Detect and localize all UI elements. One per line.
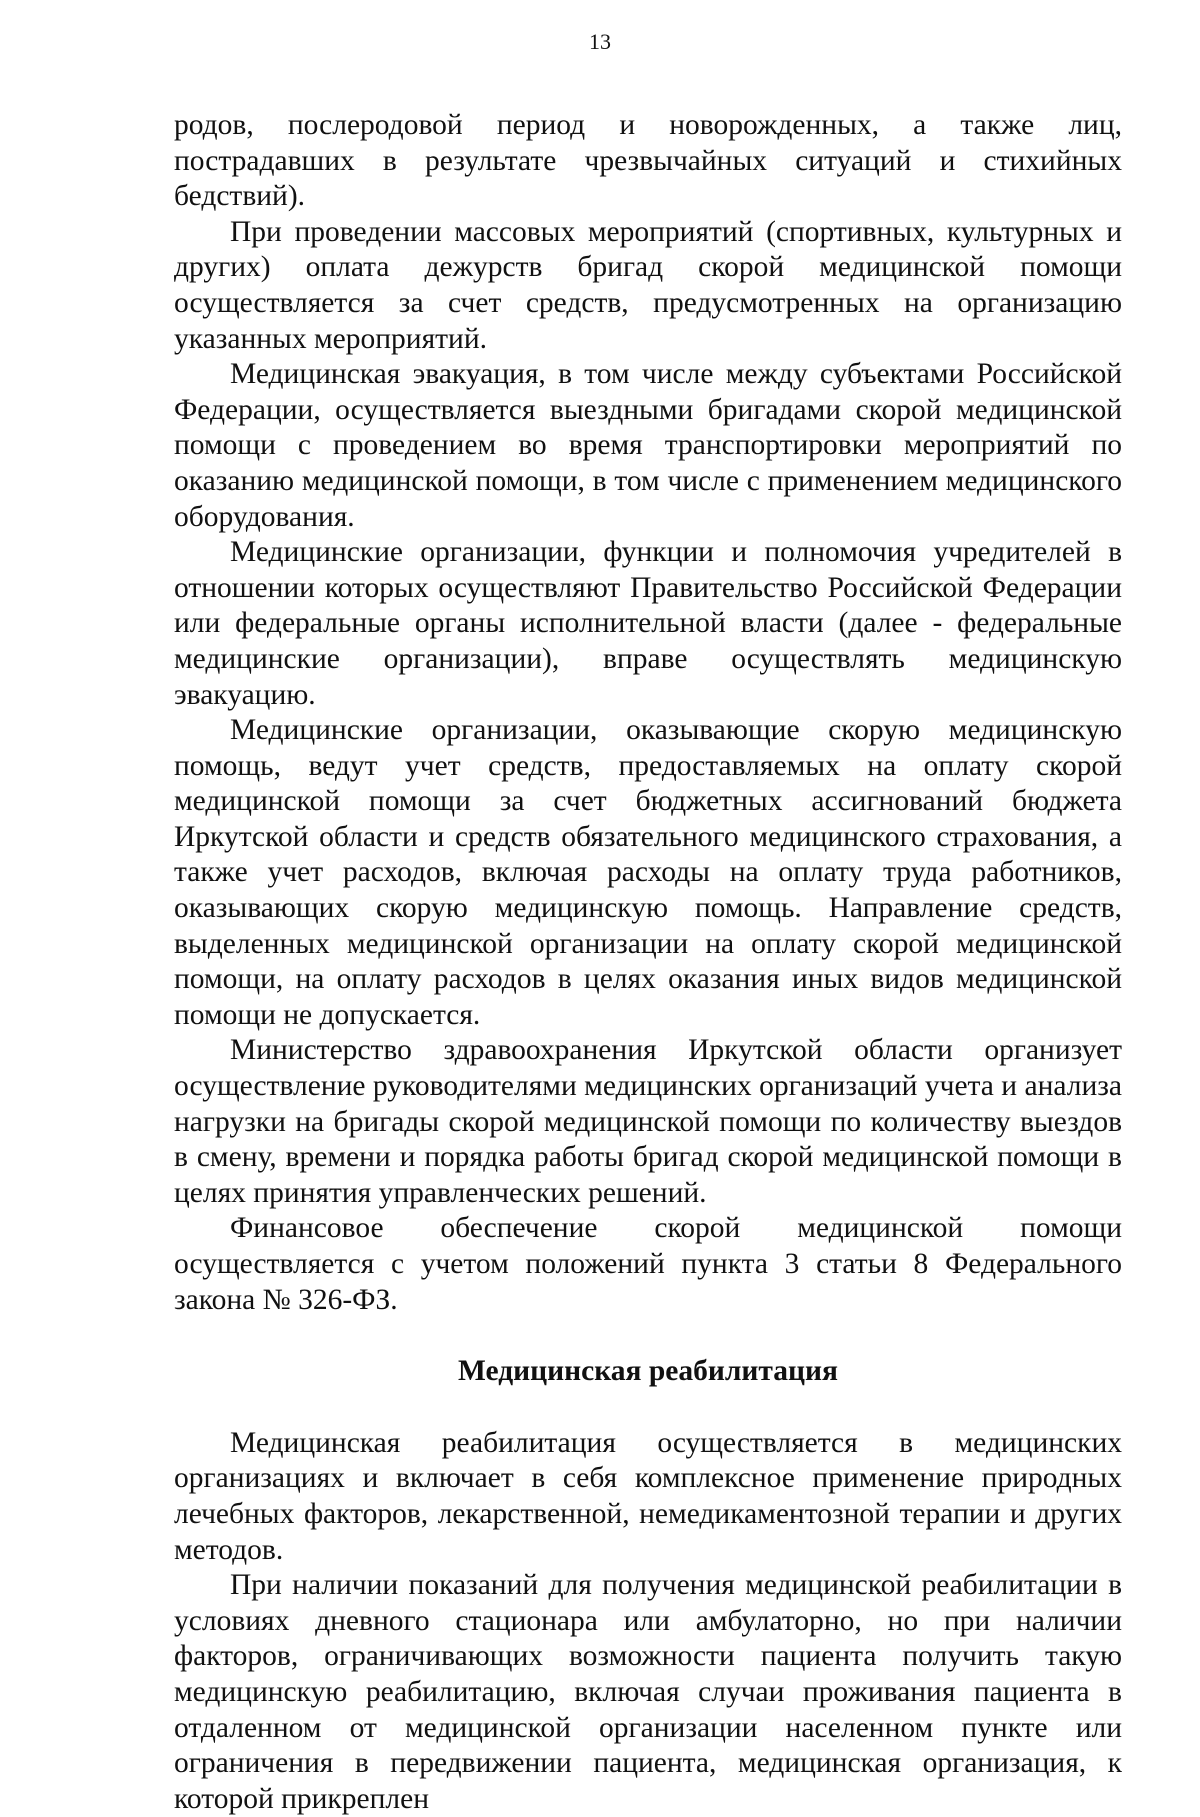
paragraph: родов, послеродовой период и новорожденных, а также лиц, пострадавших в результате чрезвычайных ситуаций и стихийных бедствий).: [174, 109, 1122, 213]
paragraph: При проведении массовых мероприятий (спортивных, культурных и других) оплата дежурств бригад скорой медицинской помощи осуществляется за счет средств, предусмотренных на организацию указанных мероприятий.: [174, 215, 1122, 355]
paragraph: Финансовое обеспечение скорой медицинской помощи осуществляется с учетом положений пункта 3 статьи 8 Федерального закона № 326-ФЗ.: [174, 1212, 1122, 1316]
paragraph: Медицинская реабилитация осуществляется в медицинских организациях и включает в себя комплексное применение природных лечебных факторов, лекарственной, немедикаментозной терапии и других методов.: [174, 1426, 1122, 1566]
section-heading: Медицинская реабилитация: [458, 1355, 838, 1388]
document-body: [174, 108, 1122, 1817]
paragraph: Министерство здравоохранения Иркутской области организует осуществление руководителями медицинских организаций учета и анализа нагрузки на бригады скорой медицинской помощи по количеству выездов в смену, времени и порядка работы бригад скорой медицинской помощи в целях принятия управленческих решений.: [174, 1034, 1122, 1209]
paragraph: При наличии показаний для получения медицинской реабилитации в условиях дневного стационара или амбулаторно, но при наличии факторов, ограничивающих возможности пациента получить такую медицинскую реабилитацию, включая случаи проживания пациента в отдаленном от медицинской организации населенном пункте или ограничения в передвижении пациента, медицинская организация, к которой прикреплен: [174, 1569, 1122, 1815]
paragraph: Медицинские организации, оказывающие скорую медицинскую помощь, ведут учет средств, предоставляемых на оплату скорой медицинской помощи за счет бюджетных ассигнований бюджета Иркутской области и средств обязательного медицинского страхования, а также учет расходов, включая расходы на оплату труда работников, оказывающих скорую медицинскую помощь. Направление средств, выделенных медицинской организации на оплату скорой медицинской помощи, на оплату расходов в целях оказания иных видов медицинской помощи не допускается.: [174, 714, 1122, 1031]
page-number: 13: [589, 29, 611, 54]
paragraph: Медицинские организации, функции и полномочия учредителей в отношении которых осуществляют Правительство Российской Федерации или федеральные органы исполнительной власти (далее - федеральные медицинские организации), вправе осуществлять медицинскую эвакуацию.: [174, 536, 1122, 711]
paragraph: Медицинская эвакуация, в том числе между субъектами Российской Федерации, осуществляется выездными бригадами скорой медицинской помощи с проведением во время транспортировки мероприятий по оказанию медицинской помощи, в том числе с применением медицинского оборудования.: [174, 358, 1122, 533]
